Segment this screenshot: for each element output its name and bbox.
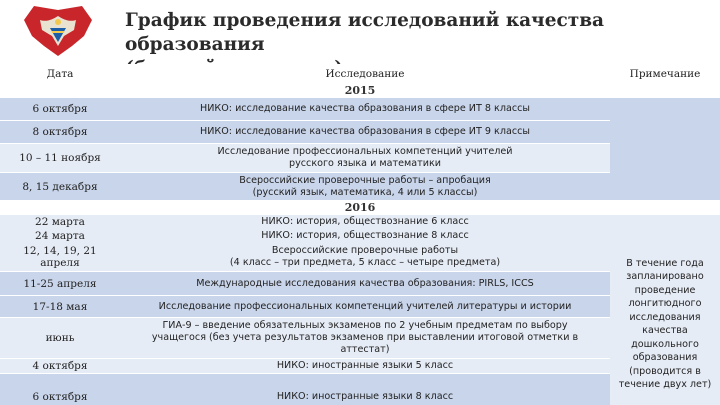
table-row-date: июнь: [0, 318, 120, 358]
note-cell-2015: [610, 98, 720, 200]
table-row-study: Исследование профессиональных компетенций учителей литературы и истории: [120, 296, 610, 317]
table-row-date: 12, 14, 19, 21 апреля: [0, 243, 120, 271]
table-row-study: Исследование профессиональных компетенций учителей русского языка и математики: [120, 144, 610, 172]
table-row-study: НИКО: иностранные языки 5 класс: [120, 359, 610, 373]
table-row-date: 22 марта: [0, 215, 120, 229]
year-2015-row: 2015: [0, 84, 720, 98]
table-row-study: НИКО: история, обществознание 6 класс: [120, 215, 610, 229]
column-header-study: Исследование: [120, 64, 610, 84]
slide-header: [0, 0, 720, 64]
table-row-date: 11-25 апреля: [0, 272, 120, 295]
schedule-table: [0, 64, 720, 405]
table-row-study: ГИА-9 – введение обязательных экзаменов по 2 учебным предметам по выбору учащегося (без учета результатов экзаменов при выставлении итоговой отметки в аттестат): [120, 318, 610, 358]
table-row-date: 17-18 мая: [0, 296, 120, 317]
table-row-study: НИКО: исследование качества образования в сфере ИТ 8 классы: [120, 98, 610, 120]
table-row-date: 6 октября: [0, 98, 120, 120]
table-row-date: 10 – 11 ноября: [0, 144, 120, 172]
note-cell-2016: В течение года запланировано проведение лонгитюдного исследования качества дошкольного образования (проводится в течение двух лет): [610, 215, 720, 405]
table-row-date: 8 октября: [0, 121, 120, 143]
table-row-study: Международные исследования качества образования: PIRLS, ICCS: [120, 272, 610, 295]
ministry-emblem-icon: [22, 6, 94, 58]
table-row-study: Всероссийские проверочные работы (4 класс – три предмета, 5 класс – четыре предмета): [120, 243, 610, 271]
table-row-study: НИКО: иностранные языки 8 класс: [120, 374, 610, 405]
table-row-date: 24 марта: [0, 229, 120, 243]
table-row-date: 4 октября: [0, 359, 120, 373]
table-row-study: НИКО: история, обществознание 8 класс: [120, 229, 610, 243]
column-header-date: Дата: [0, 64, 120, 84]
page-title: График проведения исследований качества образования: [125, 10, 605, 55]
table-row-study: НИКО: исследование качества образования в сфере ИТ 9 классы: [120, 121, 610, 143]
year-2016-row: 2016: [0, 201, 720, 215]
table-row-date: 8, 15 декабря: [0, 173, 120, 200]
table-row-date: 6 октября: [0, 374, 120, 405]
column-header-note: Примечание: [610, 64, 720, 84]
table-row-study: Всероссийские проверочные работы – апробация (русский язык, математика, 4 или 5 классы): [120, 173, 610, 200]
